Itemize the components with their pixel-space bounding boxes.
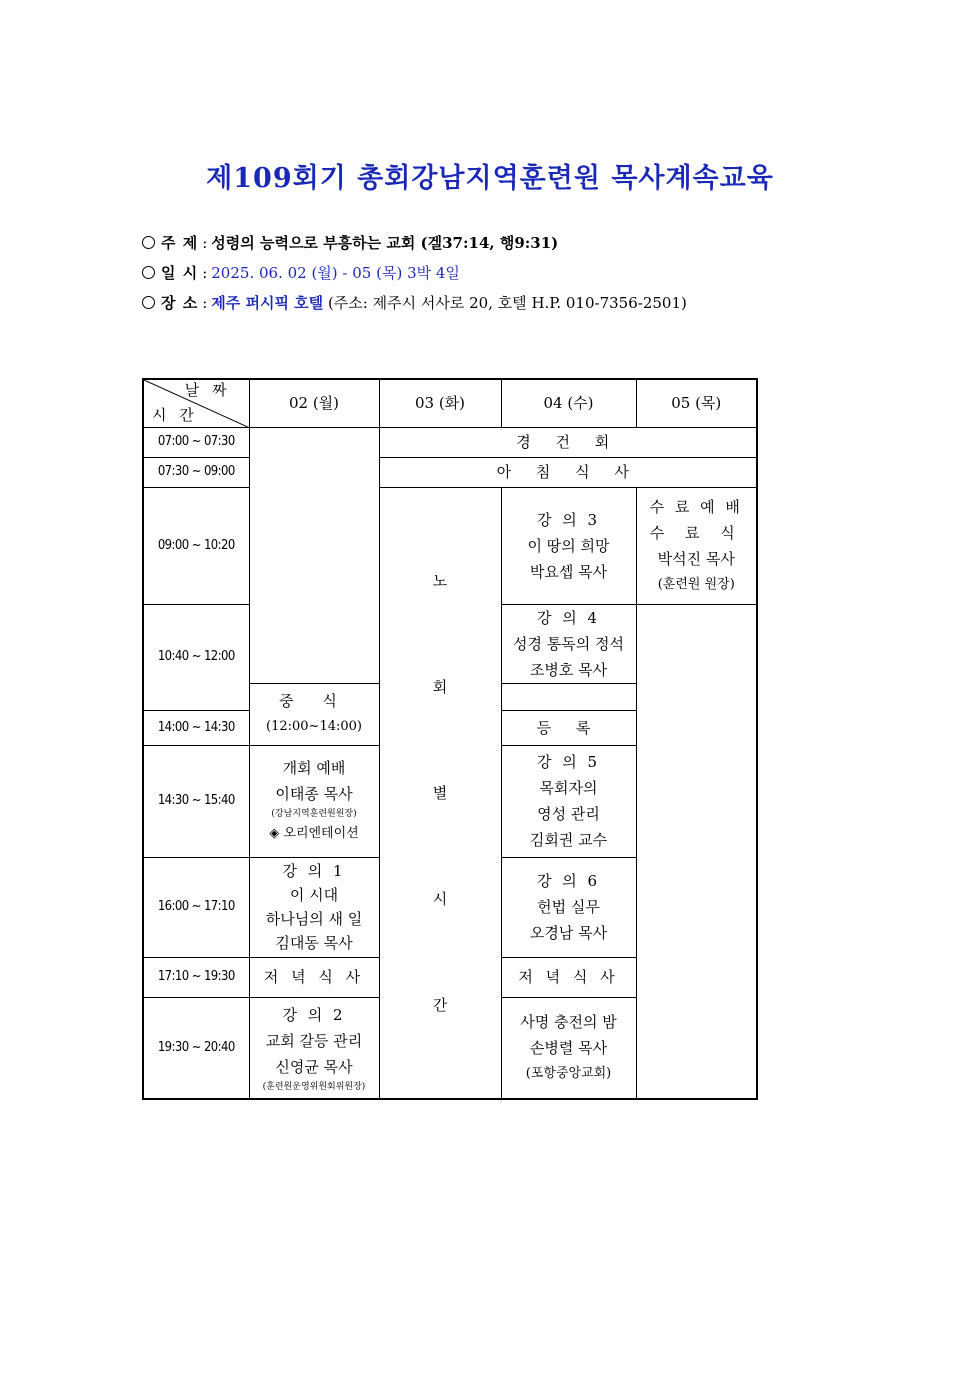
thu-closing-cell	[636, 487, 757, 604]
date-value: 2025. 06. 02 (월) - 05 (목) 3박 4일	[211, 264, 460, 282]
date-label: 일 시	[161, 264, 199, 282]
lecture-topic: 영성 관리	[537, 805, 600, 823]
evening-speaker-church: (포항중앙교회)	[525, 1065, 612, 1081]
lecture-speaker: 박요셉 목사	[529, 562, 608, 581]
evening-speaker: 손병렬 목사	[529, 1038, 608, 1057]
schedule-table	[142, 378, 758, 1100]
header-day-wed: 04 (수)	[501, 379, 636, 427]
lecture-speaker: 김대동 목사	[275, 934, 353, 952]
opening-title: 개회 예배	[282, 759, 346, 777]
circle-bullet-icon	[142, 296, 155, 309]
closing-worship: 수 료 예 배	[649, 497, 743, 516]
place-value-name: 제주 퍼시픽 호텔	[211, 294, 324, 312]
breakfast-cell: 아 침 식 사	[379, 457, 757, 487]
wed-lecture3-cell	[501, 487, 636, 604]
free-time-char: 회	[432, 677, 448, 696]
table-row	[143, 427, 757, 457]
lecture-topic: 하나님의 새 일	[265, 910, 363, 928]
free-time-char: 간	[432, 995, 448, 1014]
lecture-title: 강 의 5	[536, 753, 601, 771]
corner-time-label: 시 간	[152, 405, 198, 424]
time-cell: 17:10 ~ 19:30	[143, 957, 249, 997]
header-day-thu: 05 (목)	[636, 379, 757, 427]
devotion-cell: 경 건 회	[379, 427, 757, 457]
mon-opening-cell	[249, 745, 379, 857]
lecture-topic: 이 시대	[289, 886, 339, 904]
closing-ceremony: 수 료 식	[649, 523, 743, 542]
lecture-title: 강 의 2	[282, 1005, 346, 1024]
wed-lunch-cell	[249, 683, 379, 745]
theme-value: 성령의 능력으로 부흥하는 교회 (겔37:14, 행9:31)	[211, 234, 559, 252]
lecture-speaker: 조병호 목사	[529, 660, 608, 679]
mon-dinner-cell: 저 녁 식 사	[249, 957, 379, 997]
lecture-speaker-role: (훈련원운영위원회위원장)	[262, 1081, 366, 1092]
wed-lecture6-cell	[501, 857, 636, 957]
circle-bullet-icon	[142, 236, 155, 249]
free-time-char: 노	[432, 571, 448, 590]
opening-speaker-role: (강남지역훈련원원장)	[271, 809, 357, 819]
free-time-char: 시	[432, 889, 448, 908]
wed-lecture4-cell	[501, 604, 636, 683]
circle-bullet-icon	[142, 266, 155, 279]
wed-dinner-cell: 저 녁 식 사	[501, 957, 636, 997]
place-label: 장 소	[161, 294, 199, 312]
lunch-label: 중 식	[279, 692, 349, 710]
info-place: 장 소 : 제주 퍼시픽 호텔 (주소: 제주시 서사로 20, 호텔 H.P. 010-7356-2501)	[142, 292, 687, 313]
lecture-title: 강 의 6	[536, 872, 601, 890]
lecture-title: 강 의 1	[282, 862, 346, 880]
lunch-time: (12:00~14:00)	[266, 719, 362, 734]
time-cell: 16:00 ~ 17:10	[143, 857, 249, 957]
wed-lecture5-cell	[501, 745, 636, 857]
time-cell: 14:30 ~ 15:40	[143, 745, 249, 857]
closing-speaker-role: (훈련원 원장)	[657, 576, 735, 592]
info-date: 일 시 : 2025. 06. 02 (월) - 05 (목) 3박 4일	[142, 262, 460, 283]
time-cell: 09:00 ~ 10:20	[143, 487, 249, 604]
lecture-topic: 헌법 실무	[537, 898, 600, 916]
table-row	[143, 487, 757, 604]
corner-date-label: 날 짜	[184, 381, 231, 399]
info-theme: 주 제 : 성령의 능력으로 부흥하는 교회 (겔37:14, 행9:31)	[142, 232, 558, 253]
theme-label: 주 제	[161, 234, 199, 252]
lecture-topic: 이 땅의 희망	[527, 536, 610, 555]
lecture-title: 강 의 3	[536, 510, 601, 529]
lecture-topic: 성경 통독의 정석	[513, 634, 624, 653]
header-day-mon: 02 (월)	[249, 379, 379, 427]
time-cell: 19:30 ~ 20:40	[143, 997, 249, 1099]
free-time-char: 별	[432, 783, 448, 802]
mon-lecture1-cell	[249, 857, 379, 957]
header-day-tue: 03 (화)	[379, 379, 501, 427]
lecture-speaker: 오경남 목사	[529, 924, 608, 942]
lecture-topic: 목회자의	[539, 779, 598, 797]
time-cell: 07:00 ~ 07:30	[143, 427, 249, 457]
mon-lecture2-cell	[249, 997, 379, 1099]
mon-empty-cell	[249, 427, 379, 683]
place-value-address: (주소: 제주시 서사로 20, 호텔 H.P. 010-7356-2501)	[327, 294, 687, 312]
lecture-topic: 교회 갈등 관리	[265, 1031, 363, 1050]
evening-title: 사명 충전의 밤	[520, 1012, 617, 1031]
lecture-speaker: 신영균 목사	[275, 1057, 353, 1076]
orientation-label: ◈ 오리엔테이션	[269, 826, 359, 841]
lecture-title: 강 의 4	[536, 608, 601, 627]
time-cell: 07:30 ~ 09:00	[143, 457, 249, 487]
table-header-row	[143, 379, 757, 427]
mon-registration-cell: 등 록	[501, 710, 636, 745]
opening-speaker: 이태종 목사	[275, 785, 353, 803]
time-cell: 10:40 ~ 12:00	[143, 604, 249, 710]
page-title: 제109회기 총회강남지역훈련원 목사계속교육	[206, 163, 774, 194]
tue-free-time-cell	[379, 487, 501, 1099]
lecture-speaker: 김회권 교수	[529, 831, 608, 849]
thu-empty-cell	[636, 604, 757, 1099]
header-corner	[143, 379, 249, 427]
time-cell: 14:00 ~ 14:30	[143, 710, 249, 745]
table-row	[143, 457, 757, 487]
closing-speaker: 박석진 목사	[657, 549, 735, 568]
wed-evening-cell	[501, 997, 636, 1099]
